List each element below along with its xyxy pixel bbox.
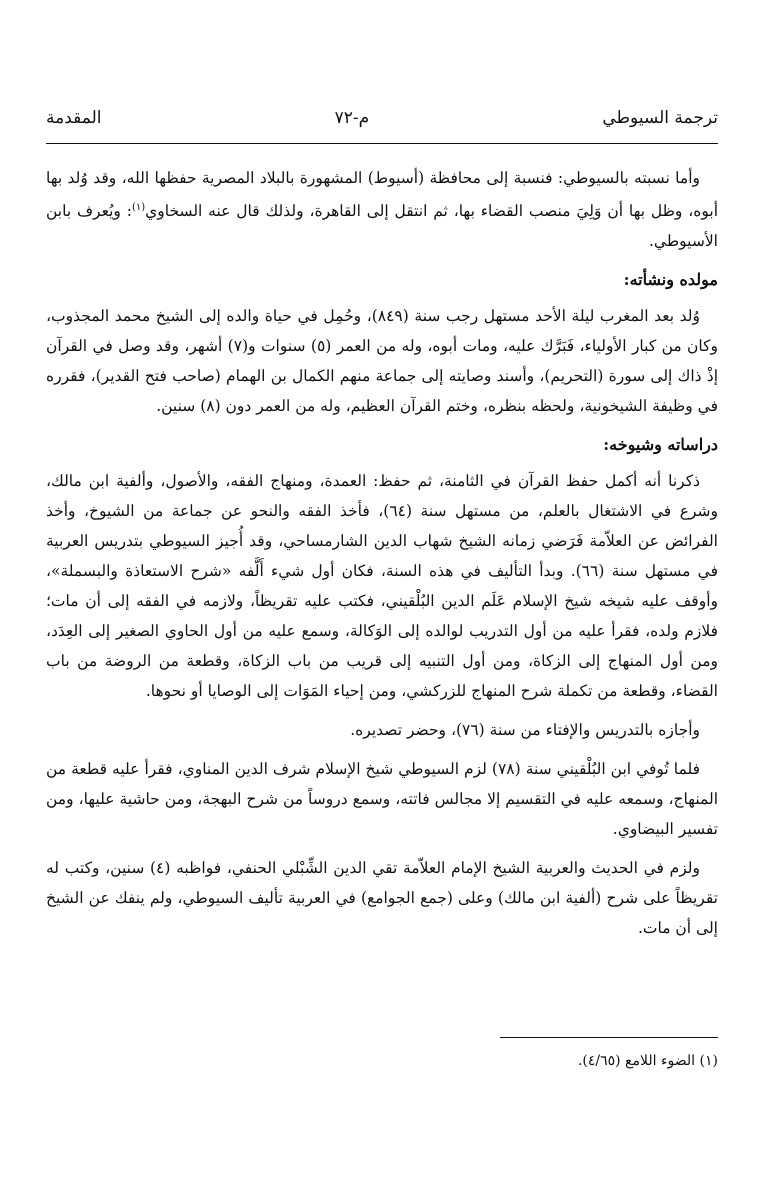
footnote: (١) الضوء اللامع (٤/٦٥). bbox=[577, 1053, 718, 1069]
paragraph-studies: ذكرنا أنه أكمل حفظ القرآن في الثامنة، ثم حفظ: العمدة، ومنهاج الفقه، والأصول، وألفية ابن مالك، وشرع في الاشتغال بالعلم، من مستهل سنة (٦٤)، فأخذ الفقه والنحو عن جماعة من الشيوخ، وأخذ الفرائض عن العلاّمة فَرَضي زمانه الشيخ شهاب الدين الشارمساحي، وقد أُجيز السيوطي بتدريس العربية في مستهل سنة (٦٦). وبدأ التأليف في هذه السنة، فكان أول شيء أَلَّفه «شرح الاستعاذة والبسملة»، وأوقف عليه شيخه شيخ الإسلام عَلَم الدين البُلْقيني، فكتب عليه تقريظاً، ولازمه في الفقه إلى أن مات؛ فلازم ولده، فقرأ عليه من أول التدريب لوالده إلى الوَكالة، وسمع عليه من أول الحاوي الصغير إلى العِدَد، ومن أول المنهاج إلى الزكاة، ومن أول التنبيه إلى قريب من باب الزكاة، وقطعة من الروضة من باب القضاء، وقطعة من تكملة شرح المنهاج للزركشي، ومن إحياء المَوَات إلى الوصايا أو نحوها. bbox=[46, 472, 718, 701]
body-text bbox=[46, 163, 718, 952]
paragraph-birth: وُلد بعد المغرب ليلة الأحد مستهل رجب سنة (٨٤٩)، وحُمِل في حياة والده إلى الشيخ محمد المجذوب، وكان من كبار الأولياء، فَبَرَّك عليه، ومات أبوه، وله من العمر (٥) سنوات و(٧) أشهر، وقد وصل في القرآن إذْ ذاك إلى سورة (التحريم)، وأسند وصايته إلى جماعة منهم الكمال بن الهمام (صاحب فتح القدير)، فقرره في وظيفة الشيخونية، ولحظه بنظره، وختم القرآن العظيم، وله من العمر دون (٨) سنين. bbox=[46, 307, 719, 416]
header-page-number: م-٧٢ bbox=[334, 108, 370, 128]
header-book-title: ترجمة السيوطي bbox=[602, 108, 718, 128]
intro-text: وأما نسبته بالسيوطي: فنسبة إلى محافظة (أسيوط) المشهورة بالبلاد المصرية حفظها الله، وقد وُلد بها أبوه، وظل بها أن وَلِيَ منصب القضاء بها، ثم انتقل إلى القاهرة، ولذلك قال عنه السخاوي bbox=[46, 169, 719, 221]
paragraph-intro bbox=[46, 163, 718, 256]
footnote-divider bbox=[500, 1037, 718, 1038]
header-divider bbox=[46, 143, 718, 144]
paragraph-munawi: فلما تُوفي ابن البُلْقيني سنة (٧٨) لزم السيوطي شيخ الإسلام شرف الدين المناوي، فقرأ عليه قطعة من المنهاج، وسمعه عليه في التقسيم إلا مجالس فاتته، وسمع دروساً من شرح البهجة، ومن حاشية عليها، ومن تفسير البيضاوي. bbox=[46, 760, 718, 839]
paragraph-shibli: ولزم في الحديث والعربية الشيخ الإمام العلاّمة تقي الدين الشِّبْلي الحنفي، فواظبه (٤) سنين، وكتب له تقريظاً على شرح (ألفية ابن مالك) وعلى (جمع الجوامع) في العربية تأليف السيوطي، ولم ينفك عن الشيخ إلى أن مات. bbox=[46, 859, 718, 938]
header-section: المقدمة bbox=[46, 108, 102, 128]
heading-studies: دراساته وشيوخه: bbox=[603, 435, 718, 455]
footnote-ref[interactable]: (١) bbox=[131, 202, 146, 213]
intro-end-text: : ويُعرف بابن الأسيوطي. bbox=[46, 202, 718, 251]
paragraph-license: وأجازه بالتدريس والإفتاء من سنة (٧٦)، وحضر تصديره. bbox=[350, 721, 700, 740]
running-header bbox=[46, 108, 718, 138]
heading-birth: مولده ونشأته: bbox=[623, 270, 718, 290]
